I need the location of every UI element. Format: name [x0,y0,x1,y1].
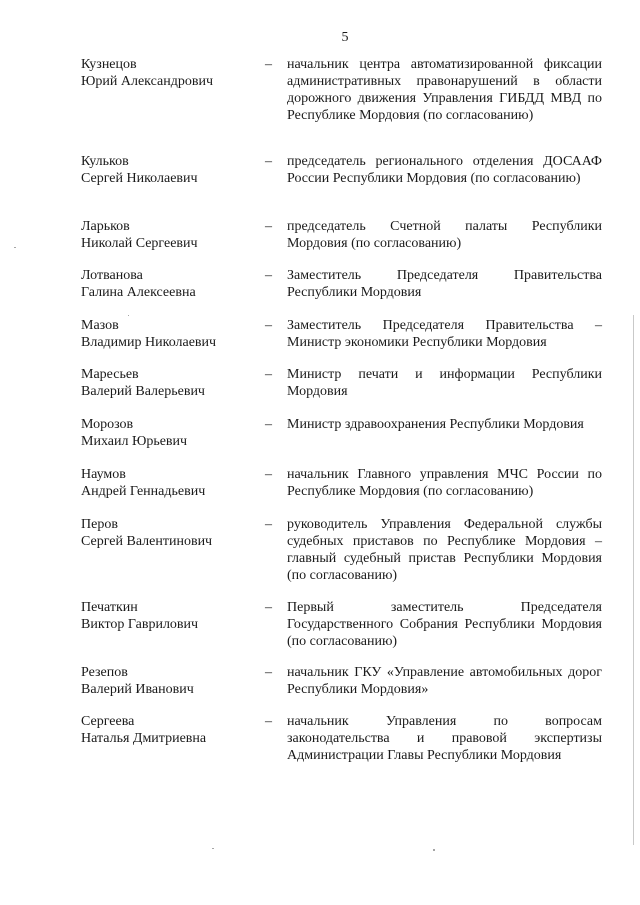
member-surname: Мазов [81,318,119,333]
member-name [81,466,261,500]
member-role: председатель Счетной палаты Республики Мордовия (по согласованию) [287,219,602,251]
member-given-names: Галина Алексеевна [81,285,196,300]
separator-dash: – [265,600,272,615]
scan-edge-line [633,315,634,845]
separator-dash: – [265,268,272,283]
member-name [81,713,261,747]
member-name [81,267,261,301]
member-name [81,416,261,450]
member-name [81,153,261,187]
member-surname: Сергеева [81,714,135,729]
scan-speck [212,848,214,849]
separator-dash: – [265,714,272,729]
separator-dash: – [265,467,272,482]
scan-speck [128,315,129,316]
member-name [81,218,261,252]
member-given-names: Андрей Геннадьевич [81,484,206,499]
member-role: председатель регионального отделения ДОСААФ России Республики Мордовия (по согласованию) [287,154,602,186]
member-role: начальник Главного управления МЧС России по Республике Мордовия (по согласованию) [287,467,602,499]
member-name [81,366,261,400]
member-given-names: Сергей Николаевич [81,171,198,186]
separator-dash: – [265,517,272,532]
member-given-names: Михаил Юрьевич [81,434,188,449]
scan-speck [433,849,435,851]
separator-dash: – [265,154,272,169]
member-given-names: Юрий Александрович [81,74,213,89]
member-role: начальник ГКУ «Управление автомобильных дорог Республики Мордовия» [287,665,602,697]
member-given-names: Виктор Гаврилович [81,617,199,632]
member-name [81,516,261,550]
member-surname: Кузнецов [81,57,137,72]
member-role: Первый заместитель Председателя Государственного Собрания Республики Мордовия (по согласованию) [287,600,602,649]
member-surname: Ларьков [81,219,130,234]
member-given-names: Сергей Валентинович [81,534,213,549]
scan-speck [14,247,16,248]
member-role: начальник Управления по вопросам законодательства и правовой экспертизы Администрации Главы Республики Мордовия [287,714,602,763]
member-surname: Морозов [81,417,134,432]
page-number: 5 [341,30,349,45]
member-role: руководитель Управления Федеральной службы судебных приставов по Республике Мордовия – главный судебный пристав Республики Мордовия (по согласованию) [287,517,602,583]
member-given-names: Валерий Иванович [81,682,194,697]
separator-dash: – [265,665,272,680]
member-role: Заместитель Председателя Правительства Республики Мордовия [287,268,602,300]
member-role: начальник центра автоматизированной фиксации административных правонарушений в области дорожного движения Управления ГИБДД МВД по Республике Мордовия (по согласованию) [287,57,602,123]
member-given-names: Владимир Николаевич [81,335,217,350]
member-surname: Перов [81,517,118,532]
separator-dash: – [265,367,272,382]
member-role: Министр здравоохранения Республики Мордовия [287,417,584,432]
member-given-names: Николай Сергеевич [81,236,198,251]
member-surname: Кульков [81,154,129,169]
member-surname: Печаткин [81,600,138,615]
member-name [81,664,261,698]
separator-dash: – [265,57,272,72]
member-role: Министр печати и информации Республики Мордовия [287,367,602,399]
member-surname: Лотванова [81,268,143,283]
member-surname: Маресьев [81,367,139,382]
member-given-names: Наталья Дмитриевна [81,731,207,746]
separator-dash: – [265,318,272,333]
member-role: Заместитель Председателя Правительства – Министр экономики Республики Мордовия [287,318,602,350]
member-surname: Наумов [81,467,126,482]
member-name [81,599,261,633]
member-surname: Резепов [81,665,128,680]
member-given-names: Валерий Валерьевич [81,384,205,399]
member-name [81,317,261,351]
separator-dash: – [265,417,272,432]
member-name [81,56,261,90]
separator-dash: – [265,219,272,234]
